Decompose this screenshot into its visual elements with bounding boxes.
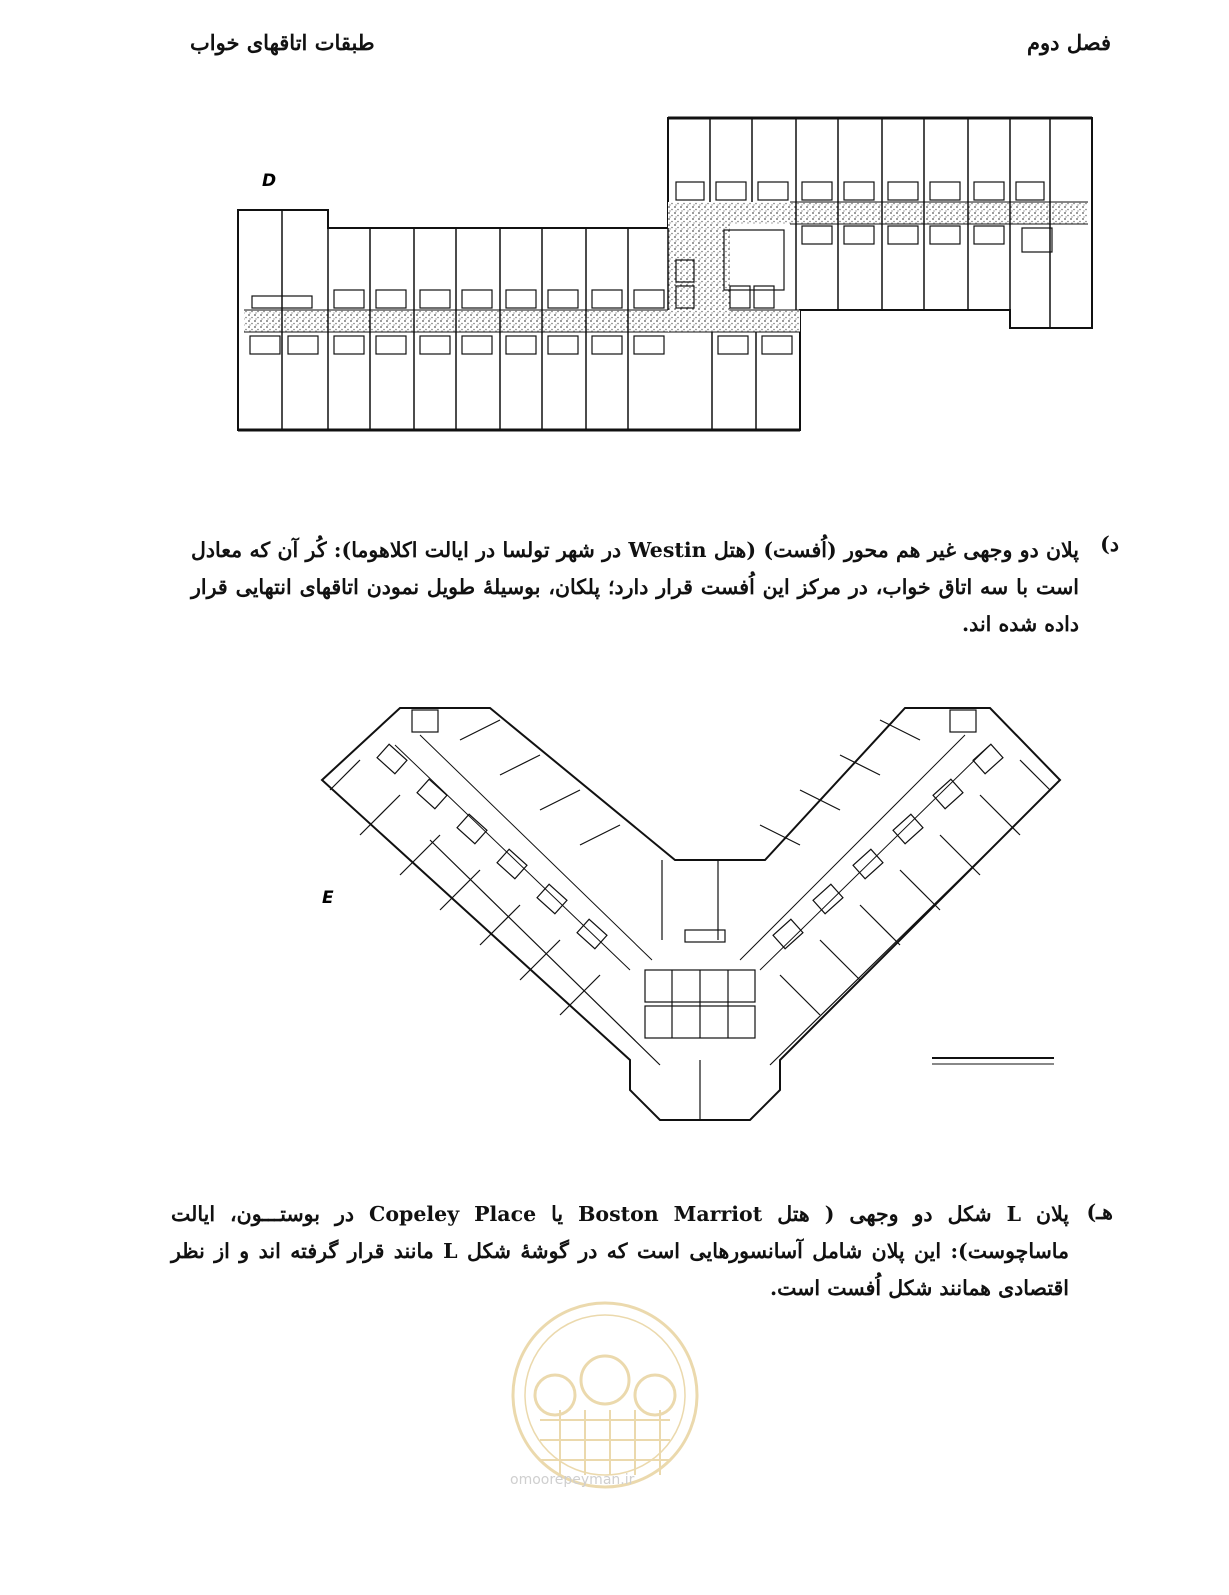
caption-d-text: پلان دو وجهی غیر هم محور (اُفست) (هتل Westin در شهر تولسا در ایالت اکلاهوما): کُر آن که معادل است با سه اتاق خواب، در مرکز این اُفست قرار دارد؛ پلکان، بوسیلهٔ طویل نمودن اتاقهای انتهایی قرار داده شده اند. — [191, 538, 1079, 636]
chapter-title: فصل دوم — [1027, 30, 1111, 55]
section-title: طبقات اتاقهای خواب — [190, 30, 375, 55]
watermark-logo — [500, 1300, 710, 1500]
figure-e-label: E — [322, 888, 334, 908]
caption-d-marker: د) — [1100, 532, 1119, 556]
figure-d-label: D — [262, 171, 277, 191]
caption-e-text: پلان L شکل دو وجهی ( هتل Boston Marriot یا Copeley Place در بوستـــون، ایالت ماساچوست): این پلان شامل آسانسورهایی است که در گوشهٔ شکل L مانند قرار گرفته اند و از نظر اقتصادی همانند شکل اُفست است. — [171, 1202, 1070, 1300]
watermark-site: omoorepeyman.ir — [510, 1472, 635, 1488]
floor-plan-e — [300, 700, 1080, 1130]
floor-plan-d — [230, 110, 1100, 440]
caption-e-marker: هـ) — [1086, 1200, 1113, 1224]
